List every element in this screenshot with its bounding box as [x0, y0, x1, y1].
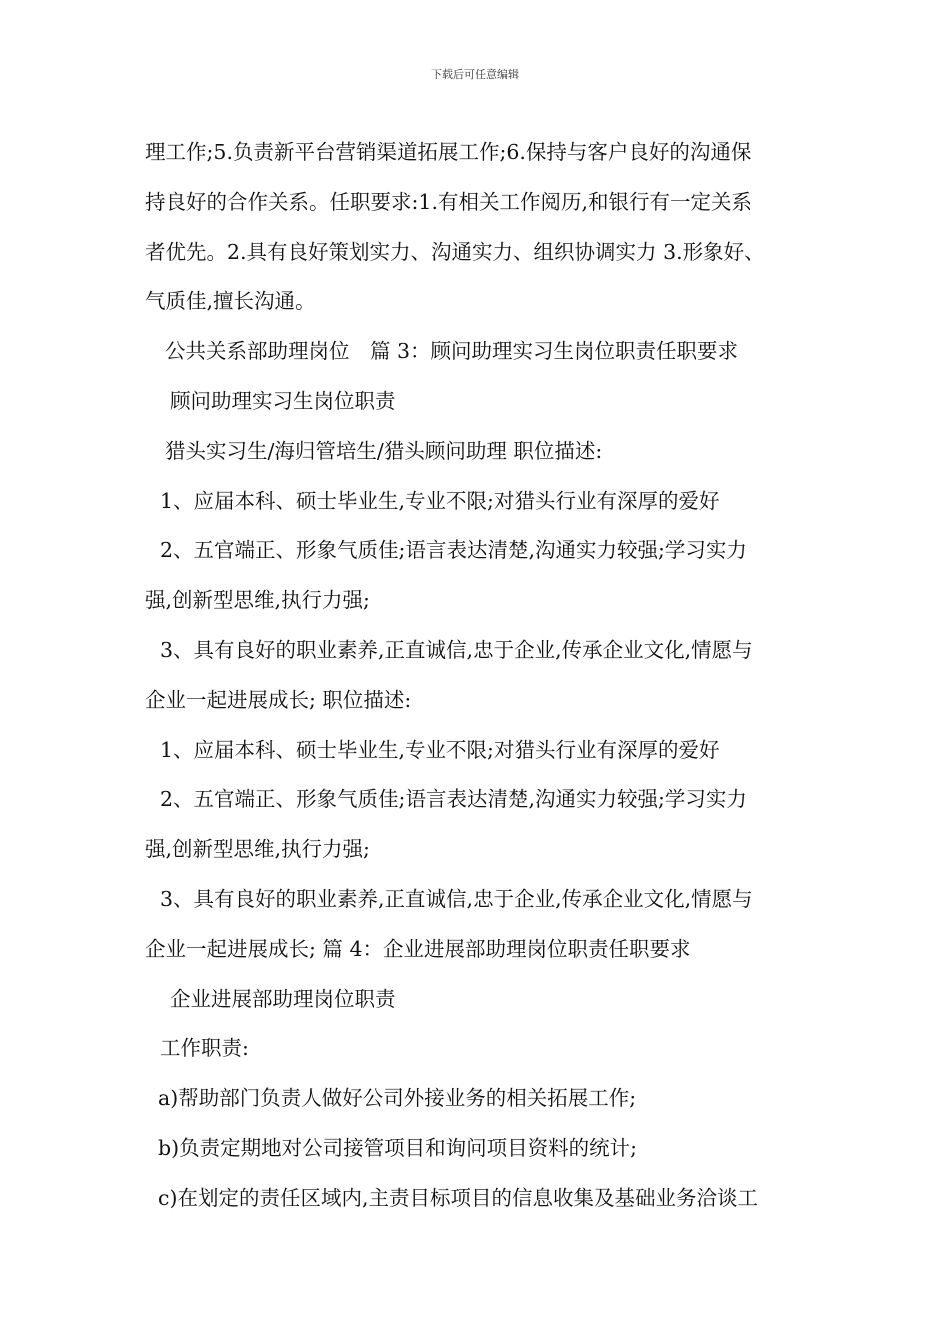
list-item: a)帮助部门负责人做好公司外接业务的相关拓展工作;	[158, 1086, 637, 1111]
list-item: 2、五官端正、形象气质佳;语言表达清楚,沟通实力较强;学习实力	[160, 538, 747, 563]
paragraph-line: 气质佳,擅长沟通。	[145, 289, 316, 314]
list-item: 1、应届本科、硕士毕业生,专业不限;对猎头行业有深厚的爱好	[160, 737, 720, 762]
list-item: 3、具有良好的职业素养,正直诚信,忠于企业,传承企业文化,情愿与	[160, 637, 753, 662]
list-item: 1、应届本科、硕士毕业生,专业不限;对猎头行业有深厚的爱好	[160, 488, 720, 513]
list-item: c)在划定的责任区域内,主责目标项目的信息收集及基础业务洽谈工	[158, 1185, 758, 1210]
paragraph-line: 理工作;5.负责新平台营销渠道拓展工作;6.保持与客户良好的沟通保	[145, 140, 752, 164]
paragraph-line: 持良好的合作关系。任职要求:1.有相关工作阅历,和银行有一定关系	[145, 189, 752, 214]
section-title: 企业进展部助理岗位职责	[170, 986, 396, 1011]
list-item-continuation: 强,创新型思维,执行力强;	[145, 837, 370, 862]
paragraph-line: 猎头实习生/海归管培生/猎头顾问助理 职位描述:	[165, 438, 603, 463]
page-header: 下载后可任意编辑	[431, 68, 519, 81]
document-body	[145, 128, 815, 1224]
section-heading-line: 公共关系部助理岗位 篇 3：顾问助理实习生岗位职责任职要求	[165, 339, 739, 364]
list-item: 2、五官端正、形象气质佳;语言表达清楚,沟通实力较强;学习实力	[160, 787, 747, 812]
paragraph-line: 工作职责:	[160, 1036, 249, 1061]
list-item-continuation: 企业一起进展成长; 篇 4：企业进展部助理岗位职责任职要求	[145, 936, 691, 961]
paragraph-line: 者优先。2.具有良好策划实力、沟通实力、组织协调实力 3.形象好、	[145, 239, 765, 264]
section-title: 顾问助理实习生岗位职责	[170, 388, 396, 413]
list-item-continuation: 强,创新型思维,执行力强;	[145, 588, 370, 613]
list-item-continuation: 企业一起进展成长; 职位描述:	[145, 687, 412, 712]
list-item: b)负责定期地对公司接管项目和询问项目资料的统计;	[158, 1135, 638, 1160]
list-item: 3、具有良好的职业素养,正直诚信,忠于企业,传承企业文化,情愿与	[160, 886, 753, 911]
